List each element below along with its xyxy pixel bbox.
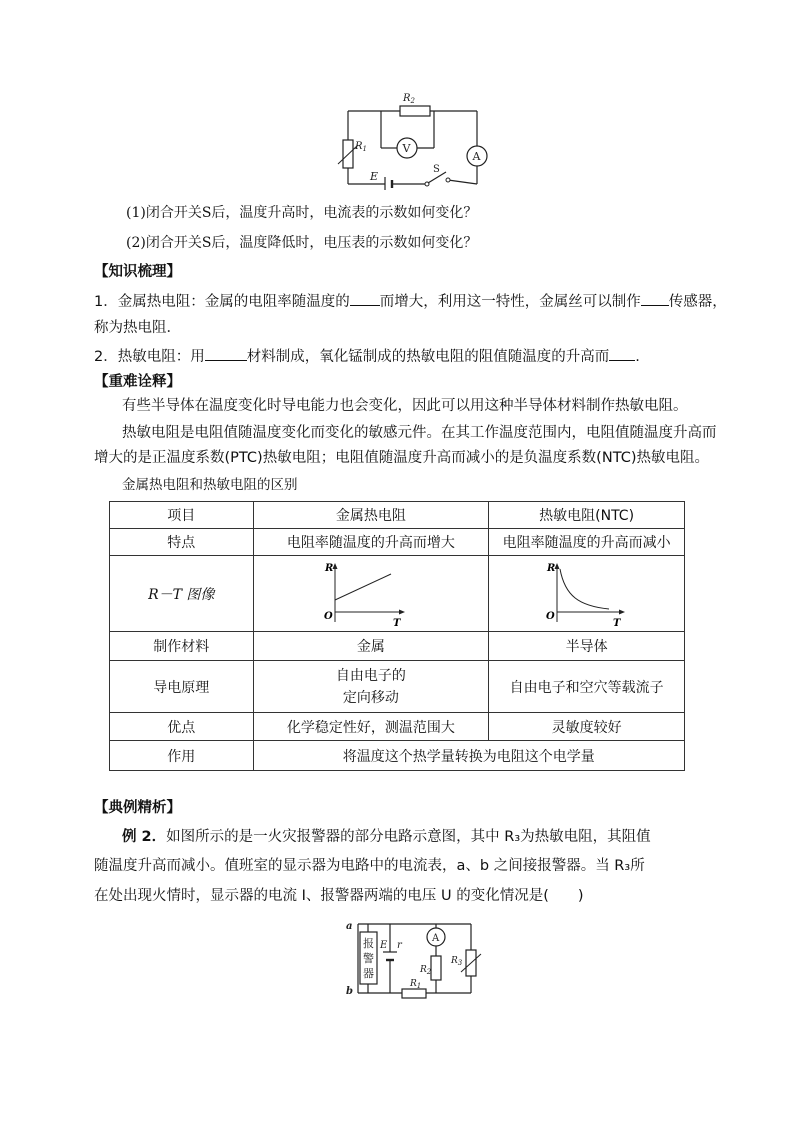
svg-text:A: A [432, 933, 440, 944]
knowledge-item-2: 2．热敏电阻：用 材料制成，氧化锰制成的热敏电阻的阻值随温度的升高而 . [94, 346, 640, 367]
table-row-material: 制作材料 金属 半导体 [110, 632, 685, 661]
svg-text:V: V [402, 142, 411, 155]
svg-text:E: E [380, 940, 388, 951]
knowledge-item-1-cont: 称为热电阻． [94, 320, 181, 336]
example-heading: 【典例精析】 [94, 800, 181, 816]
blank-2 [641, 291, 669, 306]
explain-paragraph-2a: 热敏电阻是电阻值随温度变化而变化的敏感元件。在其工作温度范围内，电阻值随温度升高而 [122, 425, 717, 441]
header-item: 项目 [110, 502, 254, 529]
svg-text:R2: $R_2$ [420, 965, 432, 976]
knowledge-item-1: 1．金属热电阻：金属的电阻率随温度的 而增大，利用这一特性，金属丝可以制作 传感器， [94, 291, 727, 312]
header-thermistor: 热敏电阻(NTC) [489, 502, 685, 529]
switch-label: S [433, 164, 440, 175]
table-row-feature: 特点 电阻率随温度的升高而增大 电阻率随温度的升高而减小 [110, 529, 685, 556]
metal-curve [335, 574, 391, 600]
rt-graph-ntc [543, 560, 633, 628]
blank-1 [350, 291, 380, 306]
terminal-b: b [346, 986, 353, 997]
svg-text:A: A [472, 150, 481, 163]
r1-label: $R_1$ [355, 141, 367, 153]
emf-label: E [370, 170, 379, 183]
svg-text:R1: $R_1$ [410, 979, 422, 990]
r2-resistor-2 [431, 956, 441, 980]
circuit-diagram-1 [330, 88, 495, 190]
svg-text:R: R [547, 562, 556, 574]
svg-text:器: 器 [363, 967, 374, 980]
graph-row-label: R－T 图像 [110, 556, 254, 632]
blank-3 [205, 346, 247, 361]
svg-text:T: T [392, 617, 400, 628]
r1-resistor-2 [402, 989, 426, 998]
table-caption: 金属热电阻和热敏电阻的区别 [122, 477, 298, 493]
rt-graph-metal [321, 560, 411, 628]
svg-text:r: r [397, 940, 402, 951]
r2-resistor [400, 106, 430, 116]
example-line-1: 例 2．如图所示的是一火灾报警器的部分电路示意图，其中 R₃为热敏电阻，其阻值 [122, 829, 651, 845]
example-line-2: 随温度升高而减小。值班室的显示器为电路中的电流表，a、b 之间接报警器。当 R₃所 [94, 858, 645, 874]
svg-text:报: 报 [363, 937, 374, 950]
ntc-curve [560, 569, 609, 609]
question-1: (1)闭合开关S后，温度升高时，电流表的示数如何变化？ [126, 205, 478, 221]
svg-text:O: O [323, 610, 333, 622]
svg-text:T: T [613, 617, 621, 628]
table-row-graph [110, 556, 685, 632]
table-row-use: 作用 将温度这个热学量转换为电阻这个电学量 [110, 741, 685, 771]
svg-text:R3: $R_3$ [451, 956, 463, 967]
table-row-principle: 导电原理 自由电子的 定向移动 自由电子和空穴等载流子 [110, 661, 685, 713]
table-row-merit: 优点 化学稳定性好，测温范围大 灵敏度较好 [110, 713, 685, 741]
comparison-table [109, 501, 685, 771]
graph-metal-cell [253, 556, 489, 632]
question-2: (2)闭合开关S后，温度降低时，电压表的示数如何变化？ [126, 235, 478, 251]
terminal-a: a [346, 921, 353, 932]
explain-heading: 【重难诠释】 [94, 374, 181, 390]
svg-text:R: R [324, 562, 333, 574]
example-line-3: 在处出现火情时，显示器的电流 I、报警器两端的电压 U 的变化情况是( ) [94, 888, 584, 904]
svg-text:警: 警 [363, 952, 374, 965]
graph-ntc-cell [489, 556, 685, 632]
header-metal: 金属热电阻 [253, 502, 489, 529]
knowledge-heading: 【知识梳理】 [94, 264, 181, 280]
explain-paragraph-1: 有些半导体在温度变化时导电能力也会变化，因此可以用这种半导体材料制作热敏电阻。 [122, 398, 688, 414]
svg-text:O: O [546, 610, 555, 622]
blank-4 [609, 346, 635, 361]
table-row-header [110, 502, 685, 529]
explain-paragraph-2b: 增大的是正温度系数(PTC)热敏电阻；电阻值随温度升高而减小的是负温度系数(NTC)热敏电阻。 [94, 450, 709, 466]
r2-label: $R_2$ [403, 93, 415, 105]
circuit-diagram-2 [340, 918, 500, 1003]
